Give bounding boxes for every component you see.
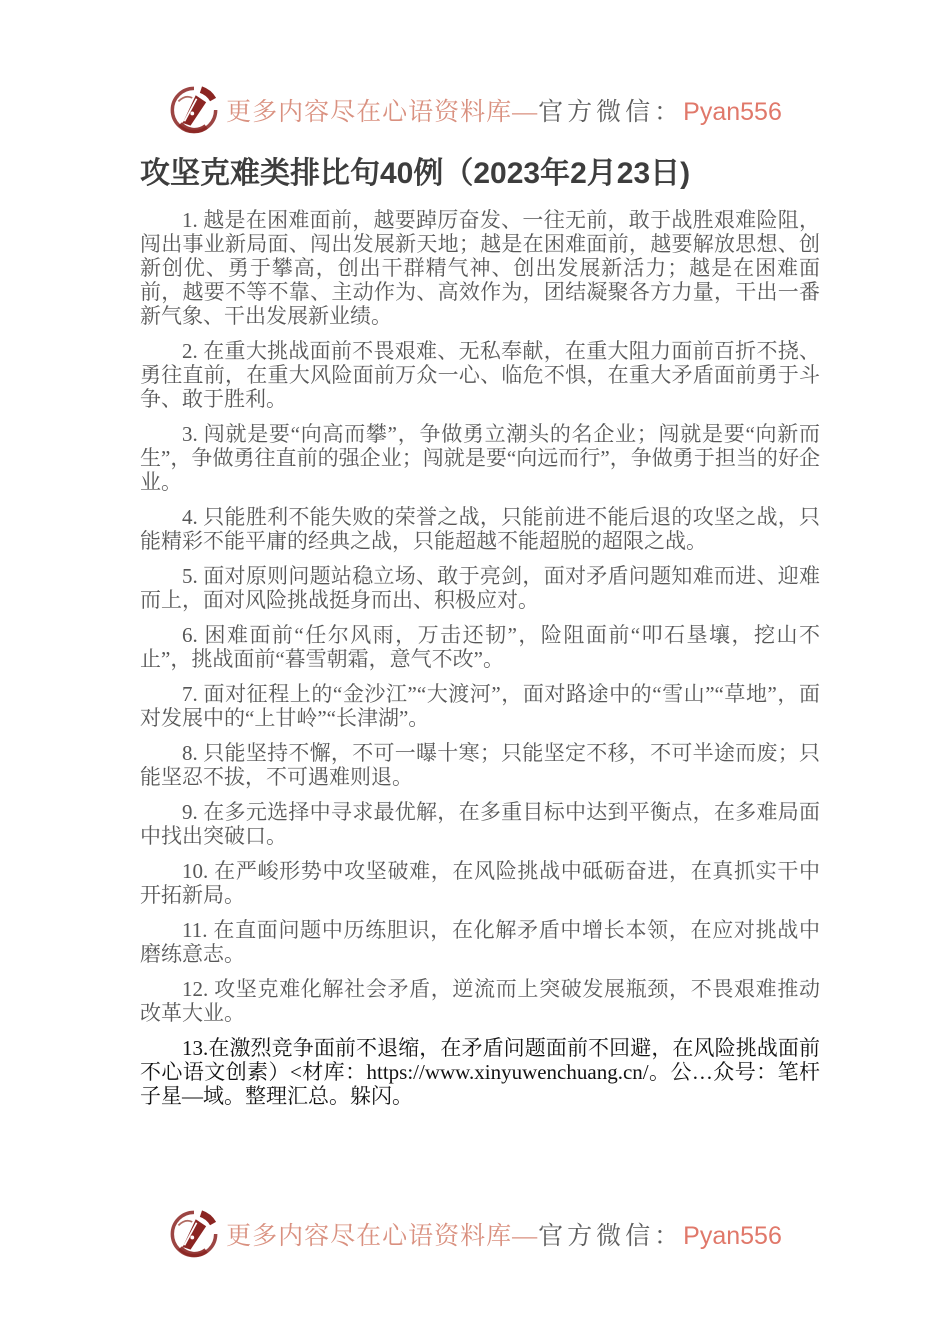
paragraph-3: 3. 闯就是要“向高而攀”，争做勇立潮头的名企业；闯就是要“向新而生”，争做勇往直前的强企业；闯就是要“向远而行”，争做勇于担当的好企业。 — [140, 422, 820, 494]
footer-banner — [0, 1208, 950, 1260]
document-body — [0, 208, 950, 1108]
paragraph-11: 11. 在直面问题中历练胆识，在化解矛盾中增长本领，在应对挑战中磨练意志。 — [140, 918, 820, 966]
banner-main-text: 更多内容尽在心语资料库— — [226, 1223, 539, 1250]
paragraph-7: 7. 面对征程上的“金沙江”“大渡河”，面对路途中的“雪山”“草地”，面对发展中的“上甘岭”“长津湖”。 — [140, 682, 820, 730]
paragraph-8: 8. 只能坚持不懈，不可一曝十寒；只能坚定不移，不可半途而废；只能坚忍不拔，不可遇难则退。 — [140, 741, 820, 789]
paragraph-12: 12. 攻坚克难化解社会矛盾，逆流而上突破发展瓶颈，不畏艰难推动改革大业。 — [140, 977, 820, 1025]
paragraph-1: 1. 越是在困难面前，越要踔厉奋发、一往无前，敢于战胜艰难险阻，闯出事业新局面、闯出发展新天地；越是在困难面前，越要解放思想、创新创优、勇于攀高，创出干群精气神、创出发展新活力；越是在困难面前，越要不等不靠、主动作为、高效作为，团结凝聚各方力量，干出一番新气象、干出发展新业绩。 — [140, 208, 820, 328]
banner-wechat-id: Pyan556 — [683, 98, 782, 126]
paragraph-13: 13.在激烈竞争面前不退缩，在矛盾问题面前不回避，在风险挑战面前不心语文创素）<材库：https://www.xinyuwenchuang.cn/。公…众号：笔杆子星—域。整理汇总。躲闪。 — [140, 1036, 820, 1108]
pen-nib-emblem-icon — [168, 84, 220, 136]
paragraph-9: 9. 在多元选择中寻求最优解，在多重目标中达到平衡点，在多难局面中找出突破口。 — [140, 800, 820, 848]
banner-label-text: 官方微信： — [538, 1221, 684, 1250]
paragraph-10: 10. 在严峻形势中攻坚破难，在风险挑战中砥砺奋进，在真抓实干中开拓新局。 — [140, 859, 820, 907]
paragraph-5: 5. 面对原则问题站稳立场、敢于亮剑，面对矛盾问题知难而进、迎难而上，面对风险挑战挺身而出、积极应对。 — [140, 564, 820, 612]
header-banner-text — [226, 92, 782, 128]
banner-main-text: 更多内容尽在心语资料库— — [226, 99, 539, 126]
paragraph-6: 6. 困难面前“任尔风雨，万击还韧”，险阻面前“叩石垦壤，挖山不止”，挑战面前“暮雪朝霜，意气不改”。 — [140, 623, 820, 671]
footer-banner-text — [226, 1216, 782, 1252]
banner-label-text: 官方微信： — [538, 97, 684, 126]
paragraph-4: 4. 只能胜利不能失败的荣誉之战，只能前进不能后退的攻坚之战，只能精彩不能平庸的经典之战，只能超越不能超脱的超限之战。 — [140, 505, 820, 553]
pen-nib-emblem-icon — [168, 1208, 220, 1260]
banner-wechat-id: Pyan556 — [683, 1222, 782, 1250]
document-title: 攻坚克难类排比句40例（2023年2月23日) — [140, 157, 691, 190]
paragraph-2: 2. 在重大挑战面前不畏艰难、无私奉献，在重大阻力面前百折不挠、勇往直前，在重大风险面前万众一心、临危不惧，在重大矛盾面前勇于斗争、敢于胜利。 — [140, 339, 820, 411]
header-banner — [0, 0, 950, 136]
